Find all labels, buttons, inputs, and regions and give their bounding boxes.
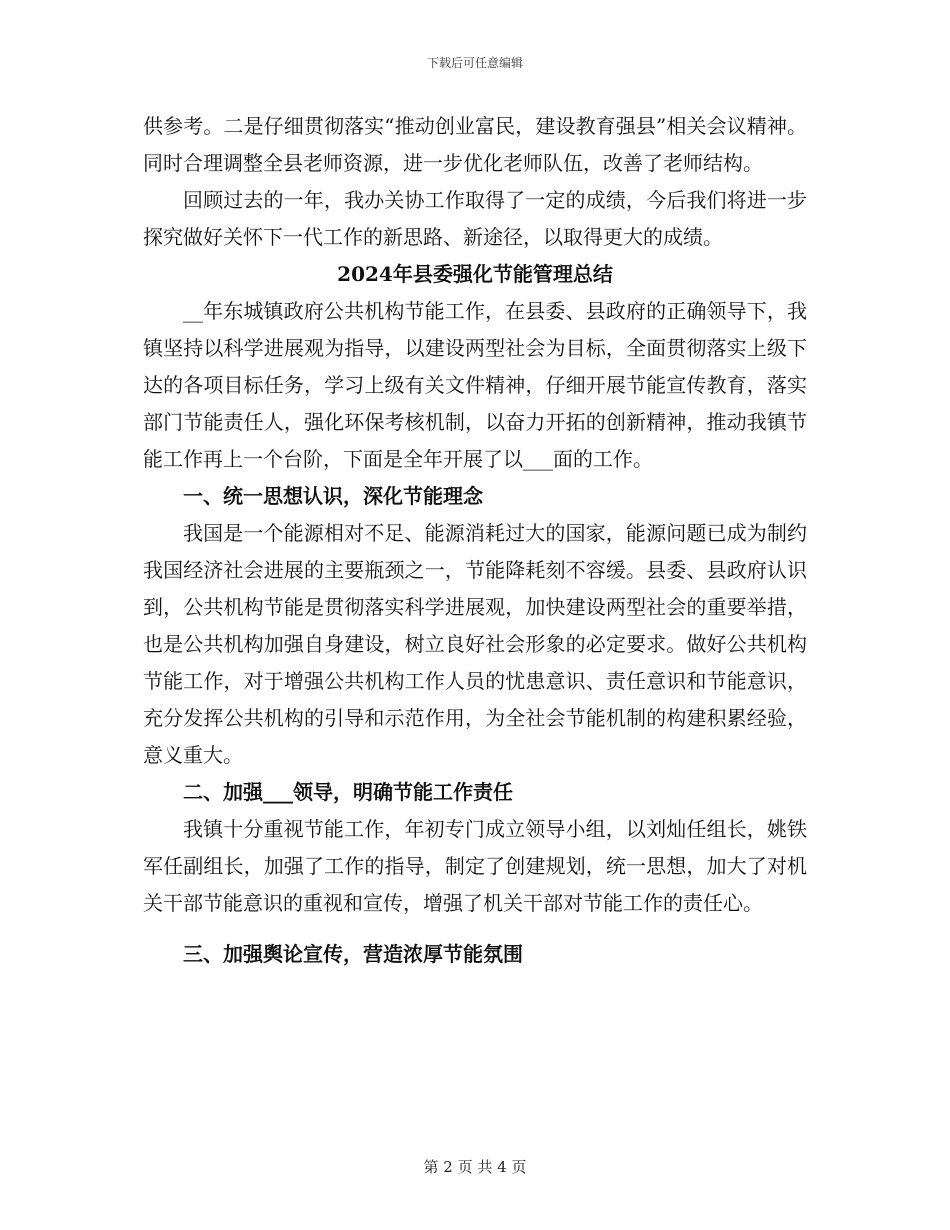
paragraph-review: 回顾过去的一年，我办关协工作取得了一定的成绩，今后我们将进一步探究做好关怀下一代工作的新思路、新途径，以取得更大的成绩。 xyxy=(143,188,807,249)
page-header: 下载后可任意编辑 xyxy=(426,56,523,70)
section-heading-1: 一、统一思想认识，深化节能理念 xyxy=(183,484,483,508)
section-heading-2: 二、加强___领导，明确节能工作责任 xyxy=(183,780,513,804)
paragraph-section-1: 我国是一个能源相对不足、能源消耗过大的国家，能源问题已成为制约我国经济社会进展的主要瓶颈之一，节能降耗刻不容缓。县委、县政府认识到，公共机构节能是贯彻落实科学进展观，加快建设两型社会的重要举措，也是公共机构加强自身建设，树立良好社会形象的必定要求。做好公共机构节能工作，对于增强公共机构工作人员的忧患意识、责任意识和节能意识，充分发挥公共机构的引导和示范作用，为全社会节能机制的构建积累经验，意义重大。 xyxy=(143,521,807,767)
section-heading-3: 三、加强舆论宣传，营造浓厚节能氛围 xyxy=(183,942,523,966)
document-body xyxy=(143,108,807,973)
page-footer: 第 2 页 共 4 页 xyxy=(423,1158,527,1176)
document-title: 2024年县委强化节能管理总结 xyxy=(337,262,613,286)
paragraph-continued: 供参考。二是仔细贯彻落实“推动创业富民，建设教育强县”相关会议精神。同时合理调整全县老师资源，进一步优化老师队伍，改善了老师结构。 xyxy=(143,114,807,175)
paragraph-intro: __年东城镇政府公共机构节能工作，在县委、县政府的正确领导下，我镇坚持以科学进展观为指导，以建设两型社会为目标，全面贯彻落实上级下达的各项目标任务，学习上级有关文件精神，仔细开展节能宣传教育，落实部门节能责任人，强化环保考核机制，以奋力开拓的创新精神，推动我镇节能工作再上一个台阶，下面是全年开展了以___面的工作。 xyxy=(143,299,807,471)
paragraph-section-2: 我镇十分重视节能工作，年初专门成立领导小组，以刘灿任组长，姚铁军任副组长，加强了工作的指导，制定了创建规划，统一思想，加大了对机关干部节能意识的重视和宣传，增强了机关干部对节能工作的责任心。 xyxy=(143,817,807,915)
